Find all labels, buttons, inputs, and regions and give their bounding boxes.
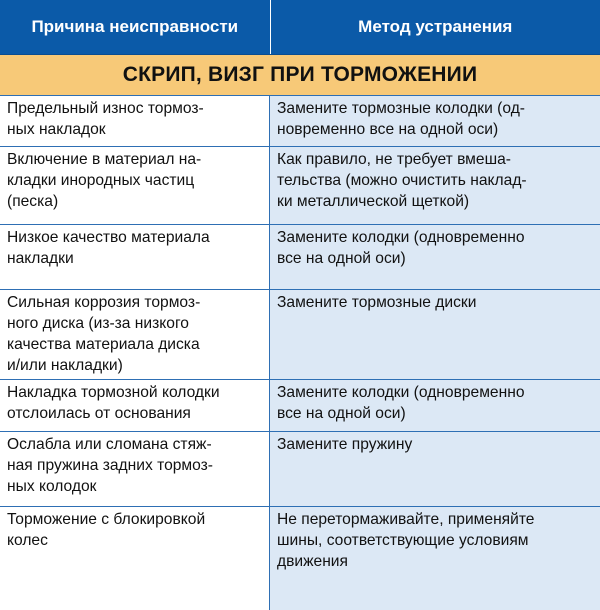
remedy-cell: Замените тормозные колодки (од- новременно все на одной оси) [270, 96, 600, 146]
cause-cell: Накладка тормозной колодки отслоилась от основания [0, 380, 270, 431]
cause-cell: Включение в материал на- кладки инородных частиц (песка) [0, 147, 270, 224]
remedy-cell: Не перетормаживайте, применяйте шины, соответствующие условиям движения [270, 507, 600, 610]
cause-cell: Низкое качество материала накладки [0, 225, 270, 289]
table-row [0, 224, 600, 289]
remedy-cell: Как правило, не требует вмеша- тельства (можно очистить наклад- ки металлической щеткой) [270, 147, 600, 224]
header-cause: Причина неисправности [0, 0, 271, 54]
cause-cell: Предельный износ тормоз- ных накладок [0, 96, 270, 146]
table-header [0, 0, 600, 55]
remedy-cell: Замените пружину [270, 432, 600, 506]
table-row [0, 146, 600, 224]
section-title: СКРИП, ВИЗГ ПРИ ТОРМОЖЕНИИ [0, 55, 600, 95]
remedy-cell: Замените колодки (одновременно все на одной оси) [270, 225, 600, 289]
header-method: Метод устранения [358, 17, 513, 36]
remedy-cell: Замените колодки (одновременно все на одной оси) [270, 380, 600, 431]
table-row [0, 379, 600, 431]
table-row [0, 95, 600, 146]
remedy-cell: Замените тормозные диски [270, 290, 600, 379]
cause-cell: Ослабла или сломана стяж- ная пружина задних тормоз- ных колодок [0, 432, 270, 506]
cause-cell: Сильная коррозия тормоз- ного диска (из-за низкого качества материала диска и/или накладки) [0, 290, 270, 379]
table-row [0, 289, 600, 379]
table-row [0, 506, 600, 610]
cause-cell: Торможение с блокировкой колес [0, 507, 270, 610]
table-row [0, 431, 600, 506]
